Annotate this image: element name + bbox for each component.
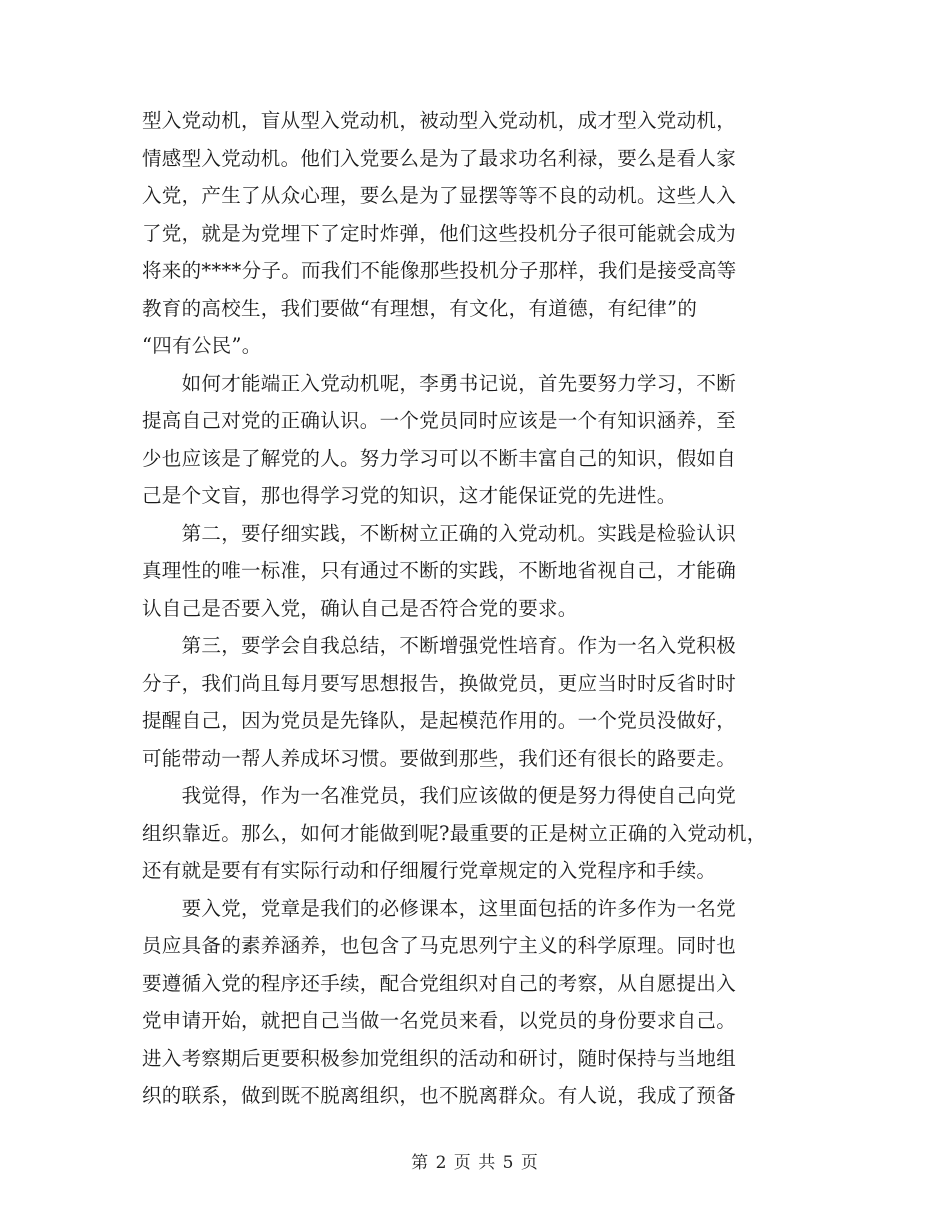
text-line: 提醒自己，因为党员是先锋队，是起模范作用的。一个党员没做好， xyxy=(142,709,737,732)
text-line: 少也应该是了解党的人。努力学习可以不断丰富自己的知识，假如自 xyxy=(142,446,737,470)
text-line: 提高自己对党的正确认识。一个党员同时应该是一个有知识涵养，至 xyxy=(142,409,737,432)
text-line: 如何才能端正入党动机呢，李勇书记说，首先要努力学习，不断 xyxy=(142,371,737,395)
text-line: “四有公民”。 xyxy=(142,334,262,357)
text-line: 织的联系，做到既不脱离组织，也不脱离群众。有人说，我成了预备 xyxy=(142,1084,737,1107)
text-line: 党申请开始，就把自己当做一名党员来看，以党员的身份要求自己。 xyxy=(142,1009,737,1032)
text-line: 要遵循入党的程序还手续，配合党组织对自己的考察，从自愿提出入 xyxy=(142,971,737,995)
text-line: 型入党动机，盲从型入党动机，被动型入党动机，成才型入党动机， xyxy=(142,109,737,132)
text-line: 我觉得，作为一名准党员，我们应该做的便是努力得使自己向党 xyxy=(142,784,737,807)
text-line: 将来的****分子。而我们不能像那些投机分子那样，我们是接受高等 xyxy=(142,259,737,282)
text-line: 己是个文盲，那也得学习党的知识，这才能保证党的先进性。 xyxy=(142,484,677,507)
text-line: 情感型入党动机。他们入党要么是为了最求功名利禄，要么是看人家 xyxy=(142,146,737,170)
text-line: 员应具备的素养涵养，也包含了马克思列宁主义的科学原理。同时也 xyxy=(142,934,737,957)
text-line: 要入党，党章是我们的必修课本，这里面包括的许多作为一名党 xyxy=(142,896,737,920)
text-line: 还有就是要有有实际行动和仔细履行党章规定的入党程序和手续。 xyxy=(142,859,717,882)
text-line: 认自己是否要入党，确认自己是否符合党的要求。 xyxy=(142,596,578,620)
page-number-footer: 第 2 页 共 5 页 xyxy=(411,1153,539,1173)
text-line: 第三，要学会自我总结，不断增强党性培育。作为一名入党积极 xyxy=(142,634,737,657)
document-body xyxy=(142,102,832,1115)
text-line: 分子，我们尚且每月要写思想报告，换做党员，更应当时时反省时时 xyxy=(142,671,737,695)
text-line: 组织靠近。那么，如何才能做到呢?最重要的正是树立正确的入党动机， xyxy=(142,821,767,845)
text-line: 真理性的唯一标准，只有通过不断的实践，不断地省视自己，才能确 xyxy=(142,559,737,582)
text-line: 进入考察期后更要积极参加党组织的活动和研讨，随时保持与当地组 xyxy=(142,1046,737,1070)
text-line: 入党，产生了从众心理，要么是为了显摆等等不良的动机。这些人入 xyxy=(142,184,737,207)
text-line: 了党，就是为党埋下了定时炸弹，他们这些投机分子很可能就会成为 xyxy=(142,221,737,245)
text-line: 教育的高校生，我们要做“有理想，有文化，有道德，有纪律”的 xyxy=(142,296,698,320)
text-line: 可能带动一帮人养成坏习惯。要做到那些，我们还有很长的路要走。 xyxy=(142,746,737,770)
text-line: 第二，要仔细实践，不断树立正确的入党动机。实践是检验认识 xyxy=(142,521,737,545)
